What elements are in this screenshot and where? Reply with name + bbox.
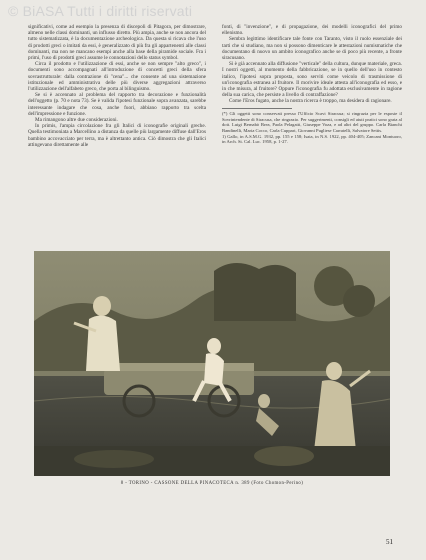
footnote: (*) Gli oggetti sono conservati presso l'Ufficio Scavi Siracusa; si ringrazia per le esposte il Sovrintendente di Siracusa, che ringrazio. Per suggerimenti, consigli ed aiuti pratici sono grata al dott. Luigi Bernabò Brea, Paola Pelagatti, Giuseppe Voza, e ad altri del gruppo. Carla Bianchi Bandinelli, Maria Cocco, Carla Cuppari, Giovanni Pugliese Carratelli, Salvatore Settis. — [222, 111, 402, 133]
right-text-column — [222, 24, 402, 145]
footnote-divider — [222, 108, 292, 109]
footnote: 1) Gallo, in A.S.M.G. 1932, pp. 155 e 158; Isaia, in N.S. 1922, pp. 404-405; Zancani Montuoro, in Arch. St. Cal. Luc. 1958, p. 1-27. — [222, 133, 402, 145]
left-text-column — [28, 24, 206, 148]
page-number: 51 — [386, 538, 393, 546]
paragraph: Ma rimangono altre due considerazioni. — [35, 117, 118, 124]
paragraph: Circa il prodotto e l'utilizzazione di essi, anche se non sempre "alto greco", i documenti sono accompagnati all'introduzione di concetti greci della sfera sovrastrutturale: dalla contrazione di "cena"... che consente ad una sistemazione istituzionale ed amministrativa delle più diverse aggregazioni attraverso l'utilizzazione dell'alfabeto greco, che porta al bilinguismo. — [28, 61, 206, 93]
paragraph: significativi, come ad esempio la presenza di discepoli di Pitagora, per dimostrare, almeno nelle classi dominanti, un influsso diretto. Più ampia, anche se non ancora del tutto sistematizzata, è la documentazione archeologica. Da questa si ricava che l'uso di prodotti greci o imitati da essi, è generalizzato di più fra gli appartenenti alle classi dominanti, ma non ne mancano esempi anche alla base della piramide sociale. Fra i primi, l'uso di prodotti greci assume le connotazioni dello status symbol. — [28, 24, 206, 62]
cassone-painting-image — [34, 251, 390, 476]
figure-caption: 8 - TORINO - CASSONE DELLA PINACOTECA n. 389 (Foto Chomon-Perino) — [120, 481, 304, 486]
watermark: © BiASA Tutti i diritti riservati — [8, 3, 193, 19]
paragraph: Si è già accennato alla diffusione "verticale" della cultura, dunque materiale, greca. I nostri oggetti, al momento della fabbricazione, se in quello dell'uso in contesto italico, l'ipotesi sopra proposta, sono serviti come veicolo di trasmissione di un'iconografia estranea al fruitore. Il morivire ideale attesta all'iconografia ed esso, e in che misura, al fruitore? Oppure l'iconografia fu adottata esclusivamente in ragione della sua carica, che persiste a livello di contraffazione? — [222, 61, 402, 99]
paragraph: fonti, di "invenzione", e di propagazione, dei modelli iconografici del primo ellenismo. — [222, 24, 402, 37]
paragraph: In primis, l'ampia circolazione fra gli Italici di iconografie originali greche. Quella testimoniata a Marcellino a distanza da quelle più largamente diffuse dall'Eros bambino accovacciato per terra, ma è altrettanto antica. Ciò dimostra che gli Italici attingevano direttamente alle — [28, 123, 206, 148]
paragraph: Se si è accennato al problema del rapporto tra decorazione e funzionalità dell'oggetto (p. 70 e nota 73). Se è valida l'ipotesi funzionale sopra avanzata, sarebbe interessante indagare che cosa, anche fuori, abbiano rapporto tra scelta dell'impressione e funzione. — [28, 92, 206, 117]
paragraph: Sembra legittimo identificare tale fonte con Taranto, visto il ruolo essenziale dei tarti che si studiano, ma non si possono dimenticare le attestazioni numismatiche che documentano di nuovo un ambito iconografico anche se di poco più recente, a fronte siracusano. — [222, 36, 402, 62]
paragraph: Come l'Eros fugato, anche la nostra ricerca è troppo, ma desidera di ragionare. — [229, 98, 392, 105]
painting-illustration — [34, 251, 390, 476]
